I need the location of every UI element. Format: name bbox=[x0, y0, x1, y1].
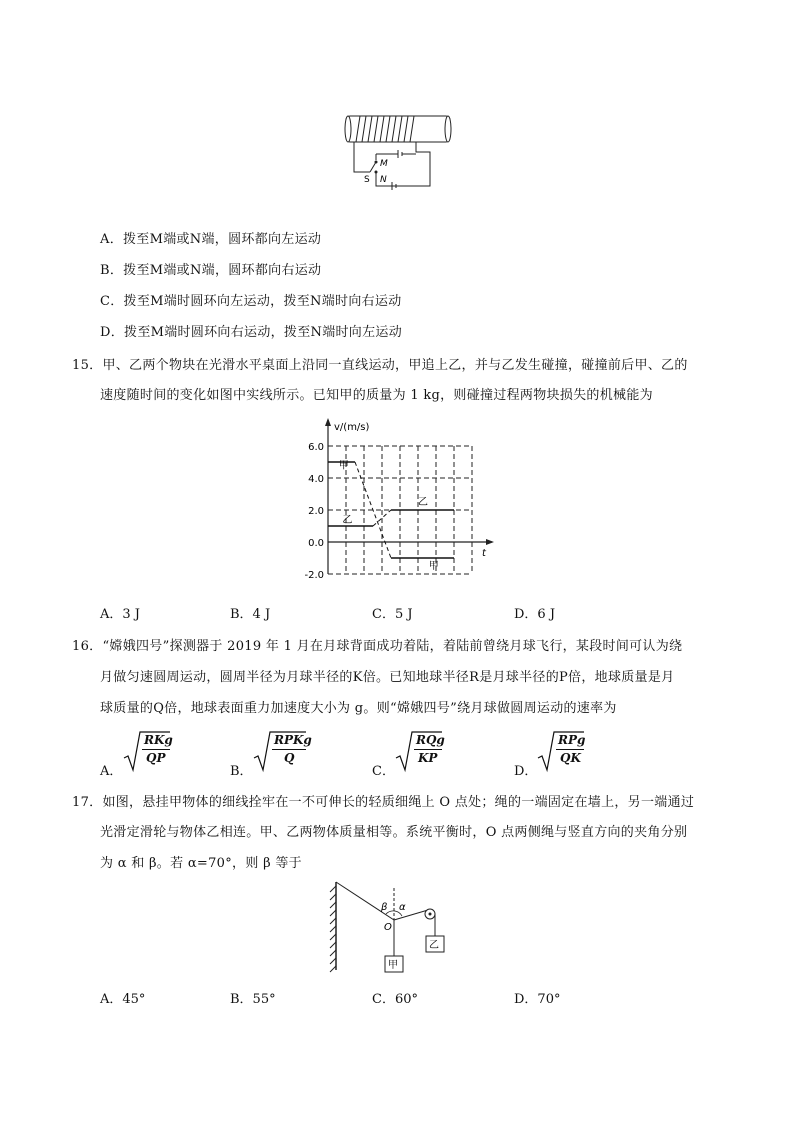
q16-option-d-letter: D． bbox=[514, 764, 538, 779]
ring-left bbox=[345, 116, 351, 142]
solenoid-tube bbox=[346, 116, 450, 142]
q17-option-c: C．60° bbox=[372, 992, 418, 1007]
q16-option-b-letter: B． bbox=[230, 764, 253, 779]
q16-option-d-den: QK bbox=[560, 751, 581, 765]
label-o: O bbox=[384, 922, 392, 933]
q14-option-c: C．拨至M端时圆环向左运动，拨至N端时向右运动 bbox=[100, 294, 402, 309]
label-m: M bbox=[380, 159, 388, 169]
series-label-yi-right: 乙 bbox=[418, 497, 428, 509]
y-tick-label: 2.0 bbox=[308, 506, 324, 517]
q14-option-b: B．拨至M端或N端，圆环都向右运动 bbox=[100, 263, 322, 278]
label-jia: 甲 bbox=[388, 960, 398, 971]
q17-option-d: D．70° bbox=[514, 992, 561, 1007]
q16-option-a-letter: A． bbox=[100, 764, 123, 779]
q16-option-a-den: QP bbox=[146, 751, 166, 765]
y-axis-arrow bbox=[325, 418, 331, 426]
q15-text-line1: 15．甲、乙两个物块在光滑水平桌面上沿同一直线运动，甲追上乙，并与乙发生碰撞，碰撞前后甲、乙的 bbox=[72, 358, 688, 373]
q16-text-line3: 球质量的Q倍，地球表面重力加速度大小为 g。则“嫦娥四号”绕月球做圆周运动的速率为 bbox=[100, 701, 617, 716]
y-tick-label: -2.0 bbox=[304, 570, 324, 581]
label-alpha: α bbox=[399, 902, 406, 913]
x-axis-arrow bbox=[486, 539, 494, 545]
q15-option-a: A．3 J bbox=[100, 607, 141, 622]
pulley-system-figure bbox=[326, 880, 466, 975]
q15-text-line2: 速度随时间的变化如图中实线所示。已知甲的质量为 1 kg，则碰撞过程两物块损失的机械能为 bbox=[100, 388, 653, 403]
q16-option-a-num: RKg bbox=[144, 733, 173, 747]
series-label-jia-bottom: 甲 bbox=[428, 561, 439, 573]
q15-option-c: C．5 J bbox=[372, 607, 413, 622]
label-s: S bbox=[364, 175, 370, 185]
q17-option-a: A．45° bbox=[100, 992, 146, 1007]
y-tick-label: 4.0 bbox=[308, 474, 324, 485]
y-axis-label: v/(m/s) bbox=[334, 422, 370, 433]
q16-option-c-num: RQg bbox=[416, 733, 445, 747]
q16-option-c-letter: C． bbox=[372, 764, 395, 779]
series-label-yi-left: 乙 bbox=[342, 514, 353, 526]
fraction-bar bbox=[272, 749, 306, 750]
fraction-bar bbox=[414, 749, 442, 750]
q17-text-line1: 17．如图，悬挂甲物体的细线拴牢在一不可伸长的轻质细绳上 O 点处；绳的一端固定在墙上，另一端通过 bbox=[72, 795, 695, 810]
series-label-jia-top: 甲 bbox=[338, 460, 349, 472]
label-yi: 乙 bbox=[429, 940, 439, 951]
ring-right bbox=[445, 116, 451, 142]
q14-option-d: D．拨至M端时圆环向右运动，拨至N端时向左运动 bbox=[100, 325, 403, 340]
q16-option-c-den: KP bbox=[418, 751, 438, 765]
x-axis-label: t bbox=[482, 548, 486, 559]
q15-option-b: B．4 J bbox=[230, 607, 271, 622]
label-n: N bbox=[380, 175, 387, 185]
y-tick-label: 6.0 bbox=[308, 442, 324, 453]
wall-hatching bbox=[330, 886, 336, 972]
q17-text-line3: 为 α 和 β。若 α=70°，则 β 等于 bbox=[100, 856, 302, 871]
y-tick-label: 0.0 bbox=[308, 538, 324, 549]
solenoid-circuit-figure bbox=[340, 110, 460, 192]
velocity-time-chart bbox=[296, 414, 506, 586]
q16-option-b-den: Q bbox=[284, 751, 295, 765]
q14-option-a: A．拨至M端或N端，圆环都向左运动 bbox=[100, 232, 322, 247]
fraction-bar bbox=[142, 749, 170, 750]
label-beta: β bbox=[381, 902, 388, 913]
q16-text-line1: 16．“嫦娥四号”探测器于 2019 年 1 月在月球背面成功着陆，着陆前曾绕月球飞行，某段时间可认为绕 bbox=[72, 639, 683, 654]
rope-wall-to-o bbox=[336, 882, 394, 920]
q16-option-b-num: RPKg bbox=[274, 733, 312, 747]
q16-option-d-num: RPg bbox=[558, 733, 586, 747]
q17-option-b: B．55° bbox=[230, 992, 276, 1007]
q16-text-line2: 月做匀速圆周运动，圆周半径为月球半径的K倍。已知地球半径R是月球半径的P倍，地球质量是月 bbox=[100, 670, 675, 685]
q17-text-line2: 光滑定滑轮与物体乙相连。甲、乙两物体质量相等。系统平衡时，O 点两侧绳与竖直方向的夹角分别 bbox=[100, 825, 688, 840]
fraction-bar bbox=[556, 749, 584, 750]
q15-option-d: D．6 J bbox=[514, 607, 556, 622]
